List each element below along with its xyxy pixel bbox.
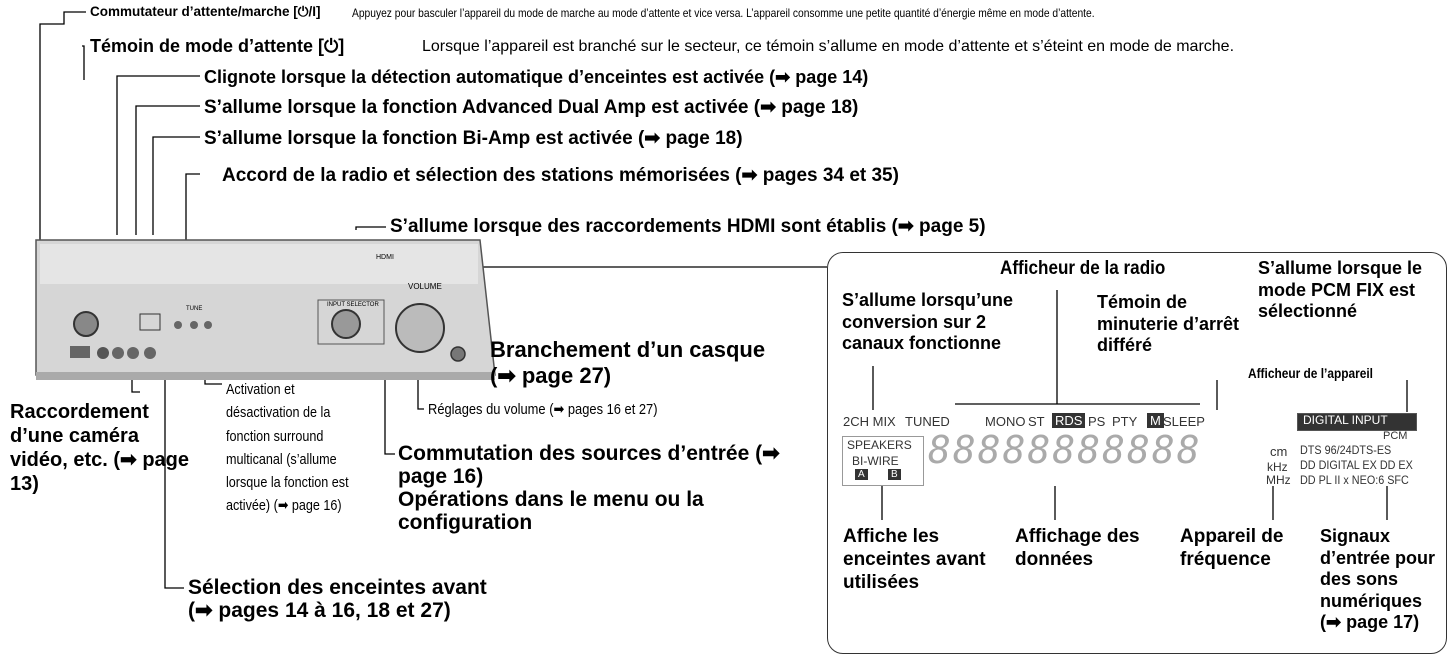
tuning-label: Accord de la radio et sélection des stations mémorisées (➡ pages 34 et 35): [222, 165, 899, 186]
surround-label: Activation et désactivation de la fonction surround multicanal (s’allume lorsque la fonction est activée) (➡ page 16): [226, 381, 349, 515]
lcd-b: B: [888, 469, 901, 480]
unit-display-label: Afficheur de l’appareil: [1248, 365, 1373, 381]
sleep-timer-label: Témoin de minuterie d’arrêt différé: [1097, 292, 1240, 356]
lcd-2ch-mix: 2CH MIX: [843, 414, 896, 429]
lcd-cm: cm: [1270, 444, 1288, 459]
panel-hdmi: HDMI: [376, 254, 394, 261]
panel-tune: TUNE: [186, 306, 203, 312]
lcd-segment-digits: 88888888888: [928, 428, 1202, 472]
standby-switch-desc: Appuyez pour basculer l’appareil du mode de marche au mode d’attente et vice versa. L’appareil consomme une petite quantité d’énergie même en mode d’attente.: [352, 6, 1095, 20]
lcd-pty: PTY: [1112, 414, 1138, 429]
standby-led-title: Témoin de mode d’attente [⏻]: [90, 36, 345, 56]
standby-led-desc: Lorsque l’appareil est branché sur le secteur, ce témoin s’allume en mode d’attente et s’éteint en mode de marche.: [422, 38, 1235, 55]
hdmi-label: S’allume lorsque des raccordements HDMI sont établis (➡ page 5): [390, 216, 986, 237]
speakers-used-label: Affiche les enceintes avant utilisées: [843, 526, 986, 593]
lcd-mono: MONO: [985, 414, 1026, 429]
speaker-detect-label: Clignote lorsque la détection automatique d’enceintes est activée (➡ page 14): [204, 67, 869, 87]
lcd-speakers: SPEAKERS: [847, 438, 912, 452]
lcd-dts: DTS 96/24DTS-ES: [1300, 443, 1392, 457]
radio-display-label: Afficheur de la radio: [1000, 258, 1166, 279]
lcd-khz: kHz: [1267, 460, 1288, 474]
pcm-fix-label: S’allume lorsque le mode PCM FIX est sélectionné: [1258, 258, 1423, 322]
lcd-m: M: [1147, 413, 1164, 428]
lcd-ps: PS: [1088, 414, 1106, 429]
standby-switch-title: Commutateur d’attente/marche [⏻/I]: [90, 4, 321, 19]
lcd-a: A: [855, 469, 868, 480]
lcd-sleep: SLEEP: [1163, 414, 1205, 429]
lcd-mhz: MHz: [1266, 473, 1291, 487]
bi-amp-label: S’allume lorsque la fonction Bi-Amp est activée (➡ page 18): [204, 128, 743, 149]
lcd-pcm: PCM: [1383, 430, 1408, 442]
lcd-dd-ex: DD DIGITAL EX DD EX: [1300, 458, 1413, 472]
input-label: Commutation des sources d’entrée (➡ page 16) Opérations dans le menu ou la configuration: [398, 442, 780, 535]
lcd-biwire: BI-WIRE: [852, 454, 899, 468]
lcd-digital-input: DIGITAL INPUT: [1303, 413, 1388, 427]
front-speakers-label: Sélection des enceintes avant (➡ pages 14 à 16, 18 et 27): [188, 576, 487, 623]
volume-label: Réglages du volume (➡ pages 16 et 27): [428, 401, 658, 418]
frequency-unit-label: Appareil de fréquence: [1180, 526, 1284, 570]
panel-volume: VOLUME: [408, 282, 442, 291]
dual-amp-label: S’allume lorsque la fonction Advanced Dual Amp est activée (➡ page 18): [204, 97, 859, 118]
lcd-pl-neo: DD PL II x NEO:6 SFC: [1300, 473, 1409, 487]
lcd-rds: RDS: [1052, 413, 1085, 428]
camera-label: Raccordement d’une caméra vidéo, etc. (➡ page 13): [10, 401, 190, 495]
lcd-tuned: TUNED: [905, 414, 950, 429]
lcd-st: ST: [1028, 414, 1045, 429]
headphones-label: Branchement d’un casque (➡ page 27): [490, 337, 766, 389]
two-ch-label: S’allume lorsqu’une conversion sur 2 canaux fonctionne: [842, 290, 1014, 354]
digital-inputs-label: Signaux d’entrée pour des sons numériques (➡ page 17): [1320, 526, 1436, 633]
panel-input-selector: INPUT SELECTOR: [327, 302, 379, 308]
data-display-label: Affichage des données: [1015, 526, 1140, 570]
